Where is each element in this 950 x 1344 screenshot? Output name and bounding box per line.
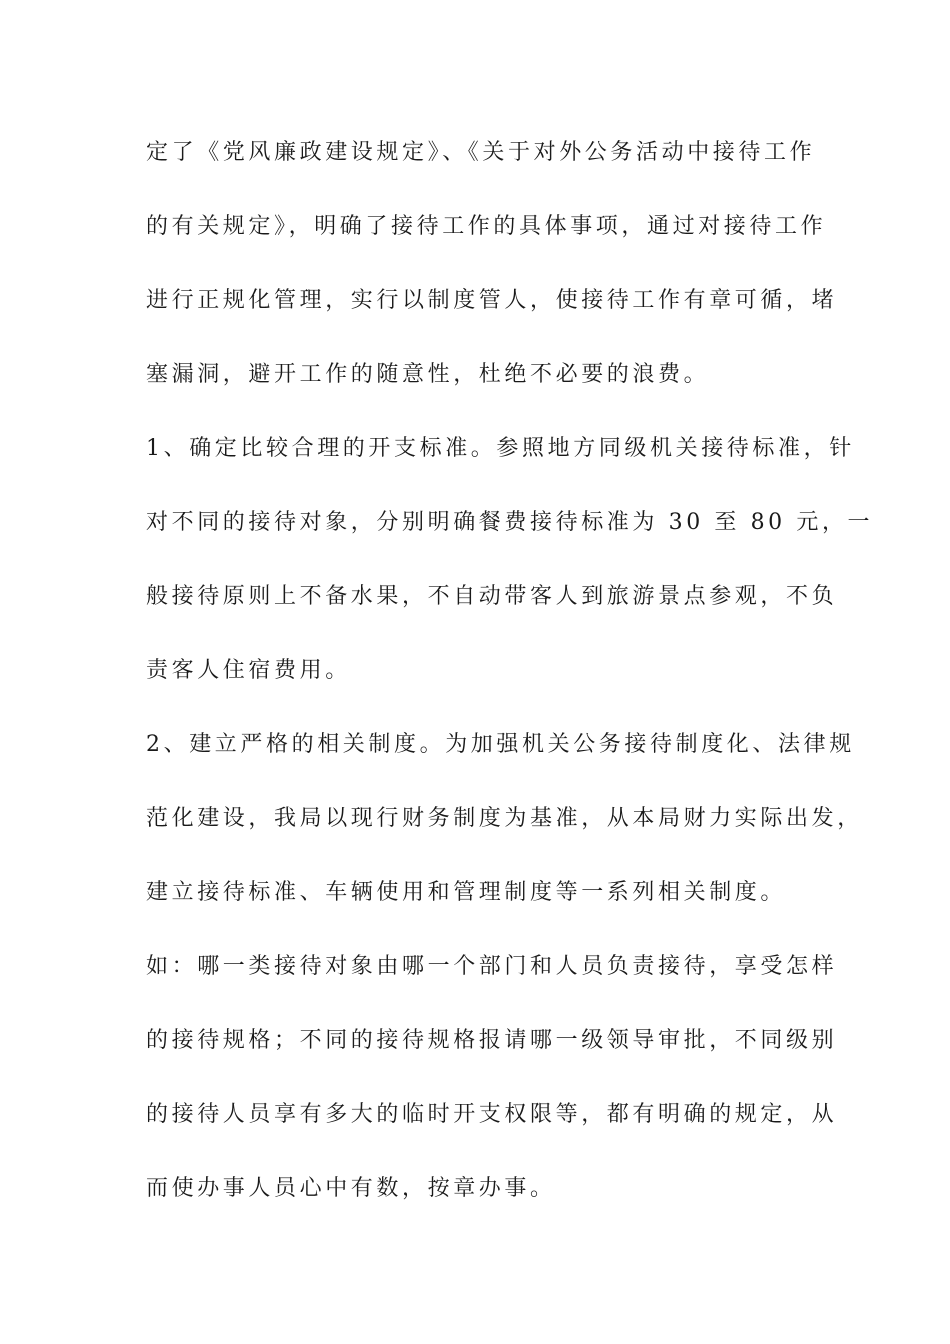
text-line: 1、确定比较合理的开支标准。参照地方同级机关接待标准，针 [146,436,855,461]
text-line: 进行正规化管理，实行以制度管人，使接待工作有章可循，堵 [146,288,838,313]
text-line: 的有关规定》，明确了接待工作的具体事项，通过对接待工作 [146,214,827,239]
text-line: 般接待原则上不备水果，不自动带客人到旅游景点参观，不负 [146,584,838,609]
text-line: 对不同的接待对象，分别明确餐费接待标准为 30 至 80 元，一 [146,510,874,535]
text-line: 责客人住宿费用。 [146,658,351,683]
text-line: 塞漏洞，避开工作的随意性，杜绝不必要的浪费。 [146,362,710,387]
text-line: 而使办事人员心中有数，按章办事。 [146,1176,556,1201]
text-line: 的接待规格；不同的接待规格报请哪一级领导审批，不同级别 [146,1028,838,1053]
text-line: 建立接待标准、车辆使用和管理制度等一系列相关制度。 [146,880,787,905]
text-line: 如：哪一类接待对象由哪一个部门和人员负责接待，享受怎样 [146,954,838,979]
text-line: 定了《党风廉政建设规定》、《关于对外公务活动中接待工作 [146,140,816,165]
text-line: 范化建设，我局以现行财务制度为基准，从本局财力实际出发， [146,806,863,831]
text-line: 的接待人员享有多大的临时开支权限等，都有明确的规定，从 [146,1102,838,1127]
document-body [146,128,874,1238]
text-line: 2、建立严格的相关制度。为加强机关公务接待制度化、法律规 [146,732,855,757]
